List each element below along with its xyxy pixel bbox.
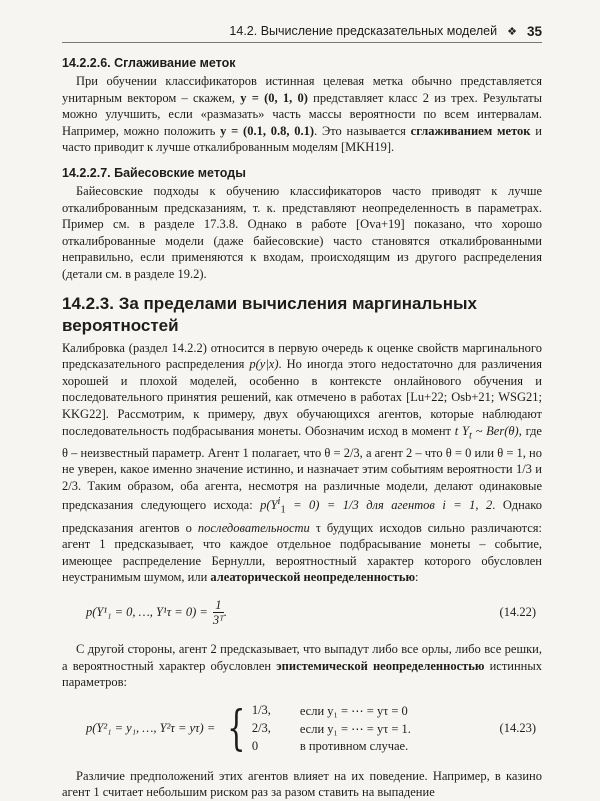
- case-value: 0: [251, 738, 259, 753]
- math-inline: p(y|x): [249, 357, 279, 372]
- paragraph-agent-2: [62, 641, 542, 691]
- diamond-ornament-icon: ❖: [507, 25, 517, 38]
- case-row: [252, 721, 411, 737]
- math-inline: ~ Ber(θ): [471, 423, 519, 438]
- equation-end: .: [223, 605, 228, 619]
- case-condition: если y₁ = ⋯ = yτ = 1.: [299, 721, 411, 736]
- equation-number: (14.22): [499, 605, 536, 619]
- text-run: представляет класс 2 из трех. Результаты можно улучшить, если «размазать» часть массы вероятности по всем интервалам. Например, можно положить: [62, 90, 542, 138]
- math-inline: p(Y: [260, 498, 278, 513]
- math-subscript: t: [468, 430, 472, 441]
- term-epistemic-uncertainty: эпистемической неопределенностью: [276, 658, 485, 673]
- paragraph-label-smoothing: [62, 73, 542, 156]
- text-run: Калибровка (раздел 14.2.2) относится в первую очередь к оценке свойств маргинального предсказательного распределения: [62, 340, 542, 372]
- text-run: . Но иногда этого недостаточно для различения хорошей и плохой моделей, особенно в контексте онлайнового обучения и последовательного принятия решений, как отмечено в работах [Lu+22; Osb+21; WSG21; KKG22]. Рассмотрим, к примеру, двух обучающихся агентов, которые наблюдают последовательность подбрасывания монеты. Обозначим исход в момент: [62, 357, 542, 438]
- fraction-numerator: 1: [215, 598, 222, 612]
- text-run: :: [415, 570, 419, 585]
- piecewise-cases: [221, 700, 411, 757]
- paragraph-behavior: Различие предположений этих агентов влияет на их поведение. Например, в казино агент 1 считает небольшим риском раз за разом ставить на выпадение: [62, 768, 542, 800]
- case-rows: [252, 703, 411, 754]
- equation-body: [62, 598, 227, 627]
- equation-lhs: p(Y¹₁ = 0, …, Y¹τ = 0) =: [86, 605, 208, 619]
- running-header: [62, 20, 542, 43]
- case-row: [252, 739, 411, 754]
- fraction: [213, 598, 224, 627]
- equation-body: [62, 700, 411, 757]
- case-condition: в противном случае.: [299, 738, 409, 753]
- heading-beyond-marginals: 14.2.3. За пределами вычисления маргинальных вероятностей: [62, 293, 477, 335]
- text-run: . Это называется: [314, 123, 411, 138]
- case-value: 1/3,: [251, 702, 271, 717]
- text-run: τ будущих исходов сильно различаются: агент 1 предсказывает, что каждое отдельное подбрасывание монеты – событие, имеющее распределение Бернулли, вероятностный характер которого обусловлен неустранимым шумом, или: [62, 520, 543, 585]
- header-section-title: 14.2. Вычисление предсказательных моделей: [229, 24, 498, 38]
- term-aleatoric-uncertainty: алеаторической неопределенностью: [210, 570, 416, 585]
- text-run: . Однако предсказания агентов о: [62, 498, 542, 535]
- text-run: При обучении классификаторов истинная целевая метка обычно представляется унитарным вектором – скажем,: [62, 74, 542, 105]
- left-brace: {: [227, 700, 246, 757]
- text-run: истинных параметров:: [62, 658, 543, 690]
- text-run: и часто приводит к лучше откалиброванным моделям [MKH19].: [62, 123, 542, 155]
- equation-14-22: [62, 598, 542, 627]
- math-vector: y = (0, 1, 0): [240, 90, 308, 105]
- equation-number: (14.23): [499, 720, 536, 735]
- math-inline: = 0) = 1/3 для агентов i = 1, 2: [285, 498, 493, 513]
- page-number: 35: [526, 23, 542, 39]
- term-label-smoothing: сглаживанием меток: [410, 123, 531, 138]
- math-vector: y = (0.1, 0.8, 0.1): [220, 123, 315, 138]
- fraction-denominator: 3ᵀ: [212, 613, 224, 627]
- case-condition: если y₁ = ⋯ = yτ = 0: [299, 703, 408, 718]
- equation-14-23: [62, 700, 542, 757]
- math-subscript: 1: [280, 505, 286, 517]
- paragraph-beyond-marginals: [62, 340, 542, 586]
- case-value: 2/3,: [251, 720, 271, 735]
- text-run: С другой стороны, агент 2 предсказывает, что выпадут либо все орлы, либо все решки, а вероятностный характер обусловлен: [62, 642, 542, 673]
- equation-lhs: p(Y²₁ = y₁, …, Y²τ = yτ) =: [86, 720, 216, 735]
- emphasis-sequence: последовательности: [197, 520, 310, 535]
- paragraph-bayesian-methods: Байесовские подходы к обучению классификаторов часто приводят к лучше откалиброванным предсказаниям, т. к. представляют неопределенность в параметрах. Пример см. в разделе 17.3.8. Однако в работе [Ova+19] показано, что хорошо откалиброванные модели (даже байесовские) часто становятся откалиброванными неправильно, если применяются к входам, происходящим из другого распределения (детали см. в разделе 19.2).: [62, 183, 542, 281]
- text-run: , где θ – неизвестный параметр. Агент 1 полагает, что θ = 2/3, а агент 2 – что θ = 0 или θ = 1, но не уверен, какое именно значение истинно, и назначает этим событиям вероятности 1/3 и 2/3. Таким образом, оба агента, несмотря на различные модели, делают одинаковые предсказания следующего исхода:: [62, 423, 542, 513]
- case-row: [252, 703, 411, 719]
- page-content: [62, 46, 542, 801]
- math-superscript: i: [277, 496, 281, 508]
- heading-label-smoothing: 14.2.2.6. Сглаживание меток: [62, 56, 236, 70]
- math-inline: t Y: [454, 423, 469, 438]
- heading-bayesian-methods: 14.2.2.7. Байесовские методы: [62, 165, 246, 180]
